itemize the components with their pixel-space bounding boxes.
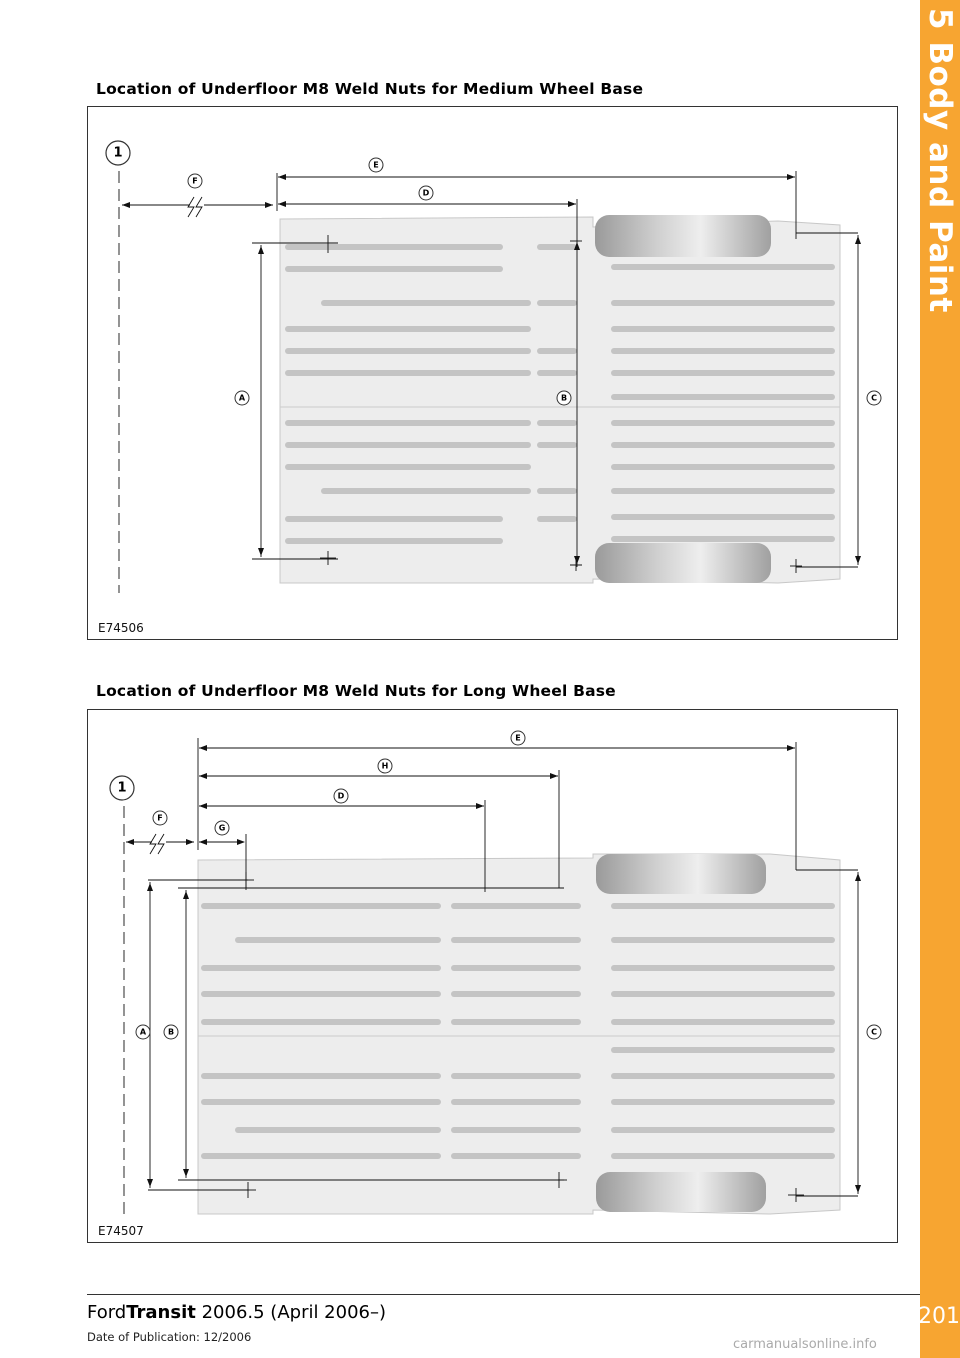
figure2-label-c — [867, 1025, 881, 1039]
wheel-arch-front — [595, 215, 771, 257]
svg-text:C: C — [871, 393, 877, 403]
svg-text:B: B — [560, 393, 568, 403]
figure2-label-f — [153, 811, 167, 825]
svg-text:E: E — [373, 160, 379, 170]
figure2-label-e — [511, 731, 525, 745]
svg-text:H: H — [381, 761, 389, 771]
figure2-label-h — [378, 759, 392, 773]
figure1-label-a — [235, 391, 249, 405]
footer-title — [87, 1302, 386, 1323]
footer-brand: Ford — [87, 1302, 127, 1323]
svg-text:1: 1 — [117, 780, 127, 796]
figure1-label-c — [867, 391, 881, 405]
footer-publication-date: Date of Publication: 12/2006 — [87, 1330, 252, 1344]
svg-text:A: A — [238, 393, 246, 403]
svg-text:A: A — [139, 1027, 147, 1037]
figure2-label-b — [164, 1025, 178, 1039]
section-title: 5 Body and Paint — [922, 8, 958, 313]
wheel-arch-rear — [596, 1172, 766, 1212]
figure1-label-d — [419, 186, 433, 200]
figure2-diagram — [87, 709, 898, 1243]
figure2-callout-1 — [110, 776, 134, 800]
svg-text:1: 1 — [113, 145, 123, 161]
footer-edition: 2006.5 (April 2006–) — [195, 1302, 387, 1323]
figure1-label-f — [188, 174, 202, 188]
svg-text:D: D — [337, 791, 345, 801]
figure1-callout-1 — [106, 141, 130, 165]
figure2-heading: Location of Underfloor M8 Weld Nuts for Long Wheel Base — [96, 682, 616, 700]
figure2-code: E74507 — [98, 1224, 144, 1238]
figure1-code: E74506 — [98, 621, 144, 635]
figure1-drawing — [88, 107, 899, 641]
figure1-label-b — [557, 391, 571, 405]
svg-text:B: B — [167, 1027, 175, 1037]
figure2-drawing — [88, 710, 899, 1244]
svg-text:F: F — [192, 176, 198, 186]
svg-text:C: C — [871, 1027, 877, 1037]
figure1-label-e — [369, 158, 383, 172]
figure1-heading: Location of Underfloor M8 Weld Nuts for Medium Wheel Base — [96, 80, 644, 98]
footer-rule — [87, 1294, 920, 1295]
wheel-arch-front — [596, 854, 766, 894]
svg-text:E: E — [515, 733, 521, 743]
footer-model: Transit — [126, 1302, 196, 1323]
page-number: 201 — [918, 1304, 960, 1329]
figure2-label-g — [215, 821, 229, 835]
svg-text:F: F — [157, 813, 163, 823]
watermark: carmanualsonline.info — [733, 1337, 877, 1352]
figure1-diagram — [87, 106, 898, 640]
svg-text:G: G — [218, 823, 226, 833]
figure2-label-d — [334, 789, 348, 803]
wheel-arch-rear — [595, 543, 771, 583]
figure2-label-a — [136, 1025, 150, 1039]
svg-text:D: D — [422, 188, 430, 198]
